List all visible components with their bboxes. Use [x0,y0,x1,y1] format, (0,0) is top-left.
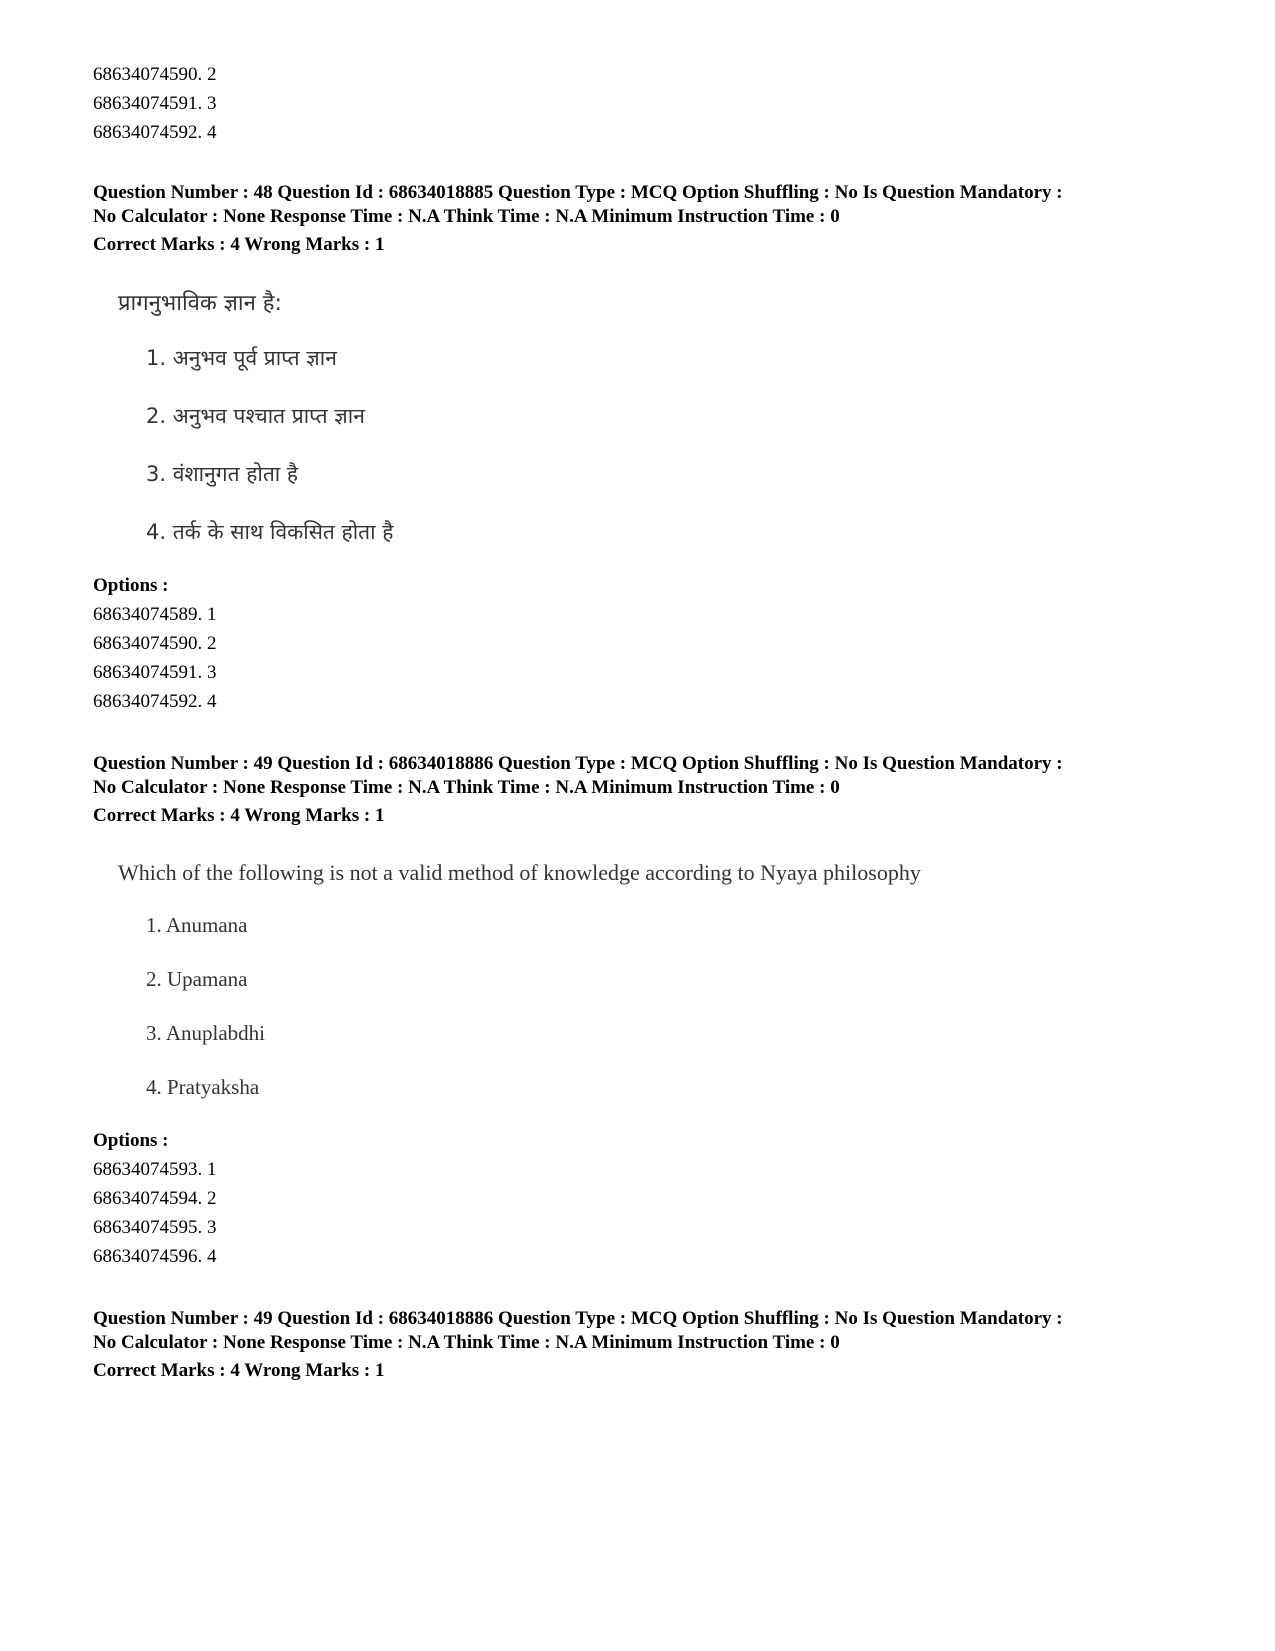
option-line: 68634074592. 4 [93,691,217,712]
question-choice: 3. Anuplabdhi [146,1021,265,1045]
question-choices [146,341,1203,549]
question-text: Which of the following is not a valid method of knowledge according to Nyaya philosophy [118,860,921,885]
option-line: 68634074596. 4 [93,1246,217,1267]
question-choice: 2. अनुभव पश्चात प्राप्त ज्ञान [146,404,365,428]
options-list [93,600,1203,716]
question-49-block [93,752,1203,1271]
question-marks: Correct Marks : 4 Wrong Marks : 1 [93,805,385,826]
question-choice: 4. Pratyaksha [146,1075,260,1099]
option-line: 68634074591. 3 [93,93,217,114]
question-meta-line-2: No Calculator : None Response Time : N.A Think Time : N.A Minimum Instruction Time : 0 [93,777,840,798]
options-label: Options : [93,1130,169,1151]
question-choice: 2. Upamana [146,967,248,991]
options-list [93,1155,1203,1271]
question-meta-line-2: No Calculator : None Response Time : N.A Think Time : N.A Minimum Instruction Time : 0 [93,1332,840,1353]
question-choice: 1. Anumana [146,913,248,937]
question-text: प्रागनुभाविक ज्ञान है: [118,291,282,316]
option-line: 68634074595. 3 [93,1217,217,1238]
question-49-repeat-block [93,1307,1203,1383]
option-line: 68634074591. 3 [93,662,217,683]
question-meta-line-2: No Calculator : None Response Time : N.A Think Time : N.A Minimum Instruction Time : 0 [93,206,840,227]
question-meta-line-1: Question Number : 48 Question Id : 68634018885 Question Type : MCQ Option Shuffling : No Is Question Mandatory : [93,182,1063,203]
question-meta-line-1: Question Number : 49 Question Id : 68634018886 Question Type : MCQ Option Shuffling : No Is Question Mandatory : [93,1308,1063,1329]
previous-options-list [93,60,1203,147]
option-line: 68634074589. 1 [93,604,217,625]
question-image-content [118,287,1203,549]
question-marks: Correct Marks : 4 Wrong Marks : 1 [93,1360,385,1381]
question-choices [146,910,1203,1102]
question-choice: 4. तर्क के साथ विकसित होता है [146,520,394,544]
option-line: 68634074590. 2 [93,64,217,85]
question-marks: Correct Marks : 4 Wrong Marks : 1 [93,234,385,255]
question-choice: 1. अनुभव पूर्व प्राप्त ज्ञान [146,346,337,370]
document-page [93,60,1203,1383]
option-line: 68634074593. 1 [93,1159,217,1180]
options-label: Options : [93,575,169,596]
question-48-block [93,181,1203,716]
option-line: 68634074590. 2 [93,633,217,654]
option-line: 68634074592. 4 [93,122,217,143]
question-image-content [118,858,1203,1102]
option-line: 68634074594. 2 [93,1188,217,1209]
question-meta-line-1: Question Number : 49 Question Id : 68634018886 Question Type : MCQ Option Shuffling : No Is Question Mandatory : [93,753,1063,774]
question-choice: 3. वंशानुगत होता है [146,462,299,486]
